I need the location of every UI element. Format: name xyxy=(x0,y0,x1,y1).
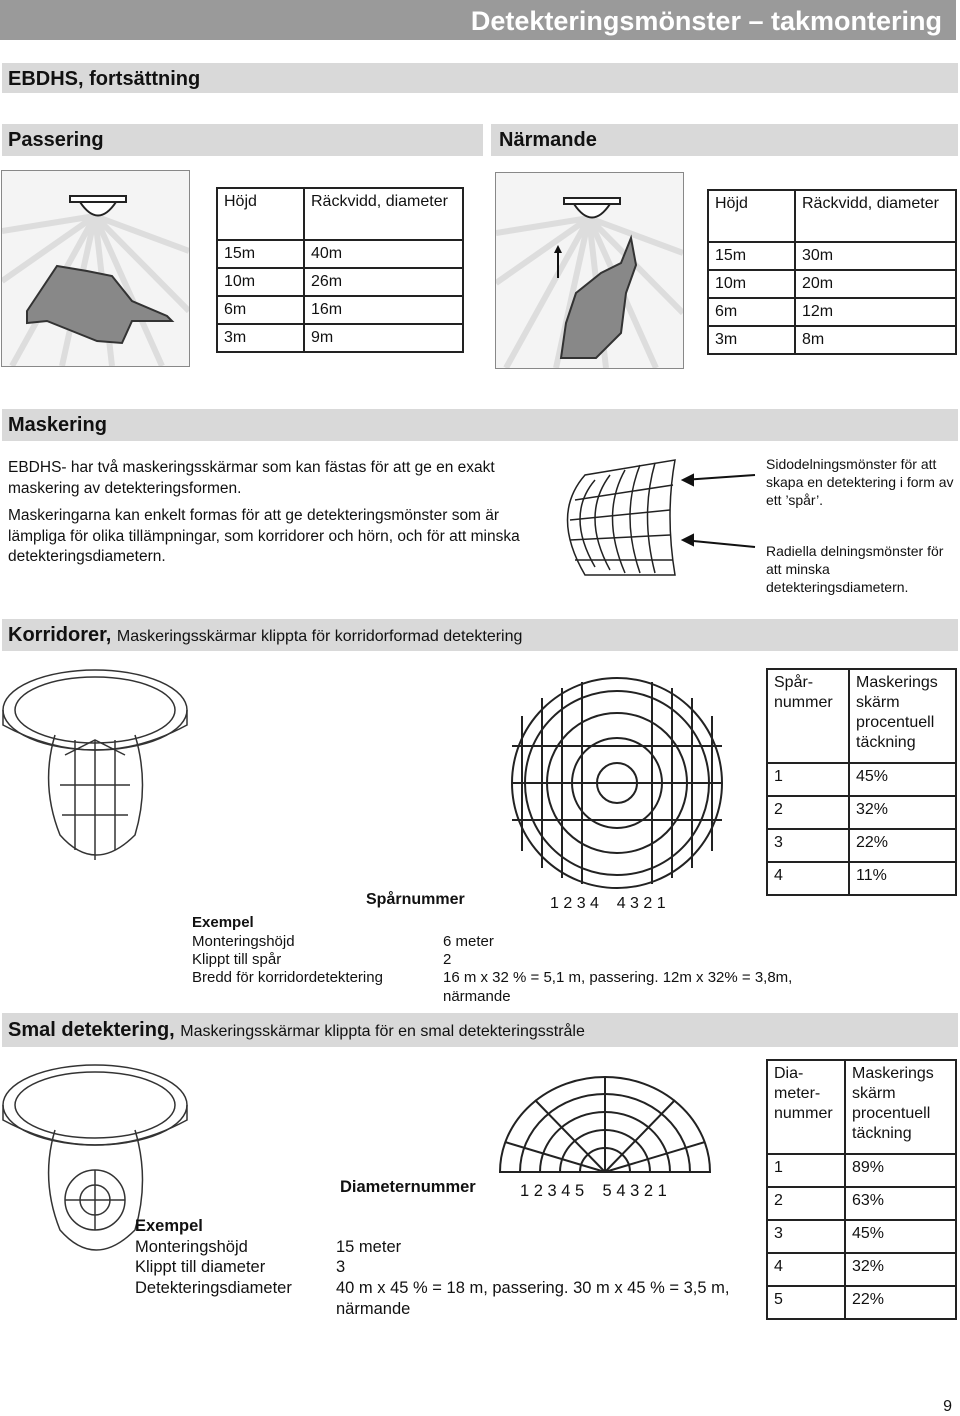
table-cell: 4 xyxy=(767,862,849,895)
korridor-example-value-1: 6 meter xyxy=(443,933,494,950)
narmande-heading: Närmande xyxy=(499,129,597,151)
table-cell: 11% xyxy=(849,862,956,895)
table-cell: 1 xyxy=(767,1154,845,1187)
table-cell: 32% xyxy=(849,796,956,829)
table-cell: 4 xyxy=(767,1253,845,1286)
header-cell: Räckvidd, diameter xyxy=(795,190,956,242)
passering-person-icon xyxy=(2,171,189,366)
smal-example-value-1: 15 meter xyxy=(336,1238,402,1256)
table-cell: 5 xyxy=(767,1286,845,1319)
diameter-numbers: 1 2 3 4 5 5 4 3 2 1 xyxy=(520,1182,667,1200)
header-cell: Höjd xyxy=(217,188,304,240)
table-cell: 6m xyxy=(708,298,795,326)
smal-example-label-2: Klippt till diameter xyxy=(135,1258,266,1276)
table-cell: 63% xyxy=(845,1187,956,1220)
korridor-example-value-2: 2 xyxy=(443,951,452,968)
table-cell: 2 xyxy=(767,1187,845,1220)
table-cell: 3m xyxy=(708,326,795,354)
header-cell: Räckvidd, diameter xyxy=(304,188,463,240)
table-cell: 40m xyxy=(304,240,463,268)
table-cell: 15m xyxy=(708,242,795,270)
korridor-example-label-3: Bredd för korridordetektering xyxy=(192,969,383,986)
table-cell: 22% xyxy=(849,829,956,862)
table-cell: 16m xyxy=(304,296,463,324)
header-cell: Maskerings skärm procentuell täckning xyxy=(849,669,956,763)
page-number: 9 xyxy=(943,1398,952,1415)
narrow-mask-icon xyxy=(495,1072,715,1177)
smal-title: Smal detektering, xyxy=(8,1019,175,1041)
table-cell: 6m xyxy=(217,296,304,324)
mask-note-2: Radiella delningsmönster för att minska detekteringsdiametern. xyxy=(766,543,944,595)
smal-table xyxy=(766,1059,957,1320)
smal-example-label-1: Monteringshöjd xyxy=(135,1238,248,1256)
narmande-illustration xyxy=(495,172,684,369)
section-heading-ebdhs: EBDHS, fortsättning xyxy=(8,68,201,90)
maskering-paragraph-2: Maskeringarna kan enkelt formas för att ge detekteringsmönster som är lämpliga för olika tillämpningar, som korridorer och hörn, och för att minska detekteringsdiametern. xyxy=(8,507,520,565)
korridor-example-heading: Exempel xyxy=(192,914,254,931)
table-cell: 3 xyxy=(767,1220,845,1253)
table-cell: 30m xyxy=(795,242,956,270)
maskering-heading: Maskering xyxy=(8,414,107,436)
page-title: Detekteringsmönster – takmontering xyxy=(470,6,942,36)
spar-label: Spårnummer xyxy=(366,891,465,908)
korridor-example-label-2: Klippt till spår xyxy=(192,951,282,968)
passering-table xyxy=(216,187,464,353)
table-cell: 45% xyxy=(849,763,956,796)
table-cell: 45% xyxy=(845,1220,956,1253)
header-cell: Höjd xyxy=(708,190,795,242)
table-cell: 26m xyxy=(304,268,463,296)
sensor-dome-icon xyxy=(0,665,190,880)
table-cell: 2 xyxy=(767,796,849,829)
narmande-table xyxy=(707,189,957,355)
narmande-person-icon xyxy=(496,173,683,368)
corridor-mask-icon xyxy=(502,676,732,891)
smal-example-value-2: 3 xyxy=(336,1258,346,1276)
table-cell: 12m xyxy=(795,298,956,326)
header-cell: Maskerings skärm procentuell täckning xyxy=(845,1060,956,1154)
header-cell: Spår-nummer xyxy=(767,669,849,763)
section-bar-maskering xyxy=(2,409,958,441)
smal-example-heading: Exempel xyxy=(135,1217,203,1235)
korridorer-title: Korridorer, xyxy=(8,624,112,646)
table-cell: 22% xyxy=(845,1286,956,1319)
mask-note-1: Sidodelningsmönster för att skapa en detektering i form av ett ’spår’. xyxy=(766,456,954,508)
mask-shield-icon xyxy=(555,455,765,585)
maskering-paragraph-1: EBDHS- har två maskeringsskärmar som kan fästas för att ge en exakt maskering av detekteringsformen. xyxy=(8,459,495,497)
table-cell: 10m xyxy=(708,270,795,298)
table-cell: 15m xyxy=(217,240,304,268)
korridor-example-value-3: 16 m x 32 % = 5,1 m, passering. 12m x 32% = 3,8m, närmande xyxy=(443,969,793,1005)
table-cell: 10m xyxy=(217,268,304,296)
passering-heading: Passering xyxy=(8,129,104,151)
table-cell: 8m xyxy=(795,326,956,354)
smal-subtitle: Maskeringsskärmar klippta för en smal detekteringsstråle xyxy=(180,1023,585,1040)
korridor-table xyxy=(766,668,957,896)
table-cell: 1 xyxy=(767,763,849,796)
passering-illustration xyxy=(1,170,190,367)
header-cell: Dia-meter-nummer xyxy=(767,1060,845,1154)
table-cell: 3 xyxy=(767,829,849,862)
table-cell: 9m xyxy=(304,324,463,352)
table-cell: 32% xyxy=(845,1253,956,1286)
smal-example-value-3: 40 m x 45 % = 18 m, passering. 30 m x 45 % = 3,5 m, närmande xyxy=(336,1279,730,1318)
spar-numbers: 1 2 3 4 4 3 2 1 xyxy=(550,895,666,912)
korridor-example-label-1: Monteringshöjd xyxy=(192,933,295,950)
smal-example-label-3: Detekteringsdiameter xyxy=(135,1279,292,1297)
table-cell: 20m xyxy=(795,270,956,298)
title-bar xyxy=(0,0,956,40)
table-cell: 89% xyxy=(845,1154,956,1187)
smal-heading xyxy=(8,1019,585,1042)
table-cell: 3m xyxy=(217,324,304,352)
korridorer-subtitle: Maskeringsskärmar klippta för korridorformad detektering xyxy=(116,628,523,645)
diameter-label: Diameternummer xyxy=(340,1178,476,1196)
korridorer-heading xyxy=(8,624,522,647)
